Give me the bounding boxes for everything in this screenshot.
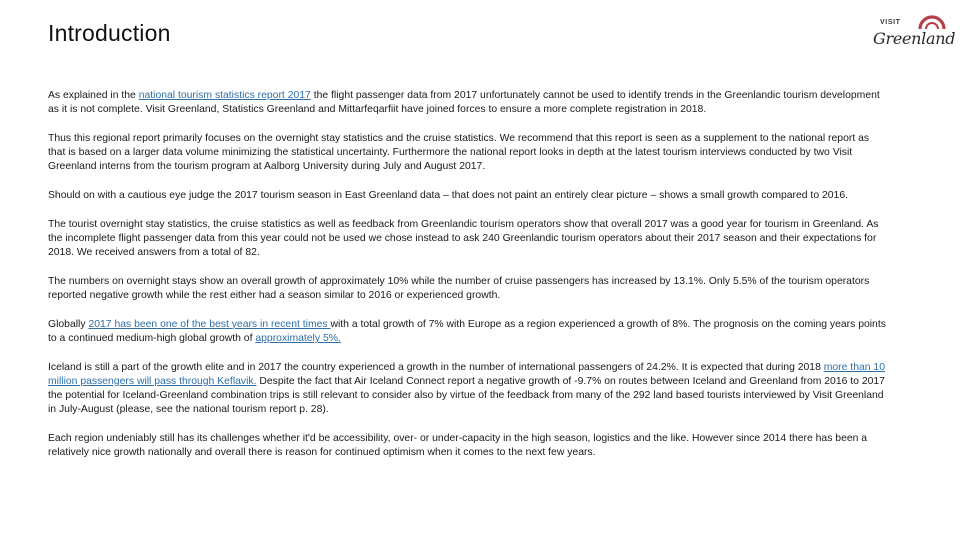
best-years-link[interactable]: 2017 has been one of the best years in recent times bbox=[88, 318, 331, 330]
logo-mark-icon bbox=[918, 14, 946, 30]
intro-body bbox=[48, 89, 888, 475]
keflavik-passengers-link[interactable]: more than 10 million passengers will pass through Keflavik. bbox=[48, 361, 885, 387]
paragraph-text: with a total growth of 7% with Europe as a region experienced a growth of 8%. The prognosis on the coming years points to a continued medium-high global growth of bbox=[48, 318, 886, 344]
paragraph-text: As explained in the bbox=[48, 90, 139, 101]
paragraph-5: The numbers on overnight stays show an overall growth of approximately 10% while the number of cruise passengers has increased by 13.1%. Only 5.5% of the tourism operators reported negative growth while the rest either had a season similar to 2016 or experienced growth. bbox=[48, 275, 870, 302]
paragraph-1 bbox=[48, 89, 888, 117]
approximately-5-percent-link[interactable]: approximately 5%. bbox=[255, 332, 341, 344]
paragraph-4: The tourist overnight stay statistics, the cruise statistics as well as feedback from Greenlandic tourism operators show that overall 2017 was a good year for tourism in Greenland. As the incomplete flight passenger data from this year could not be used we chose instead to ask 240 Greenlandic tourism operators about their 2017 season and their expectations for 2018. We received answers from a total of 82. bbox=[48, 218, 879, 259]
logo-script-text: Greenland bbox=[873, 29, 956, 48]
paragraph-text: Despite the fact that Air Iceland Connect report a negative growth of -9.7% on routes between Iceland and Greenland from 2016 to 2017 the potential for Iceland-Greenland combination trips is still relevant to consider also by virtue of the feedback from many of the 292 land based tourists interviewed by Visit Greenland in July-August (please, see the national tourism report p. 28). bbox=[48, 375, 885, 416]
paragraph-6 bbox=[48, 318, 888, 346]
paragraph-text: Globally bbox=[48, 318, 89, 330]
paragraph-text: Iceland is still a part of the growth elite and in 2017 the country experienced a growth in the number of international passengers of 24.2%. It is expected that during 2018 bbox=[48, 361, 824, 373]
paragraph-3: Should on with a cautious eye judge the 2017 tourism season in East Greenland data – that does not paint an entirely clear picture – shows a small growth compared to 2016. bbox=[48, 190, 848, 202]
paragraph-7 bbox=[48, 361, 888, 418]
national-report-link[interactable]: national tourism statistics report 2017 bbox=[138, 90, 311, 101]
paragraph-2: Thus this regional report primarily focuses on the overnight stay statistics and the cruise statistics. We recommend that this report is seen as a supplement to the national report as that is based on a larger data volume minimizing the statistical uncertainty. Furthermore the national report looks in depth at the latest tourism interviews conducted by two Visit Greenland interns from the tourism program at Aalborg University during July and August 2017. bbox=[48, 132, 870, 173]
visit-greenland-logo bbox=[870, 12, 956, 56]
page-title: Introduction bbox=[48, 20, 171, 46]
paragraph-text: the flight passenger data from 2017 unfortunately cannot be used to identify trends in the Greenlandic tourism development as it is not complete. Visit Greenland, Statistics Greenland and Mittarfeqarfiit have joined forces to ensure a more complete registration in 2018. bbox=[48, 90, 880, 116]
logo-visit-text: VISIT bbox=[880, 19, 901, 26]
paragraph-8: Each region undeniably still has its challenges whether it'd be accessibility, over- or under-capacity in the high season, logistics and the like. However since 2014 there has been a relatively nice growth nationally and overall there is reason for continued optimism when it comes to the next few years. bbox=[48, 432, 868, 459]
